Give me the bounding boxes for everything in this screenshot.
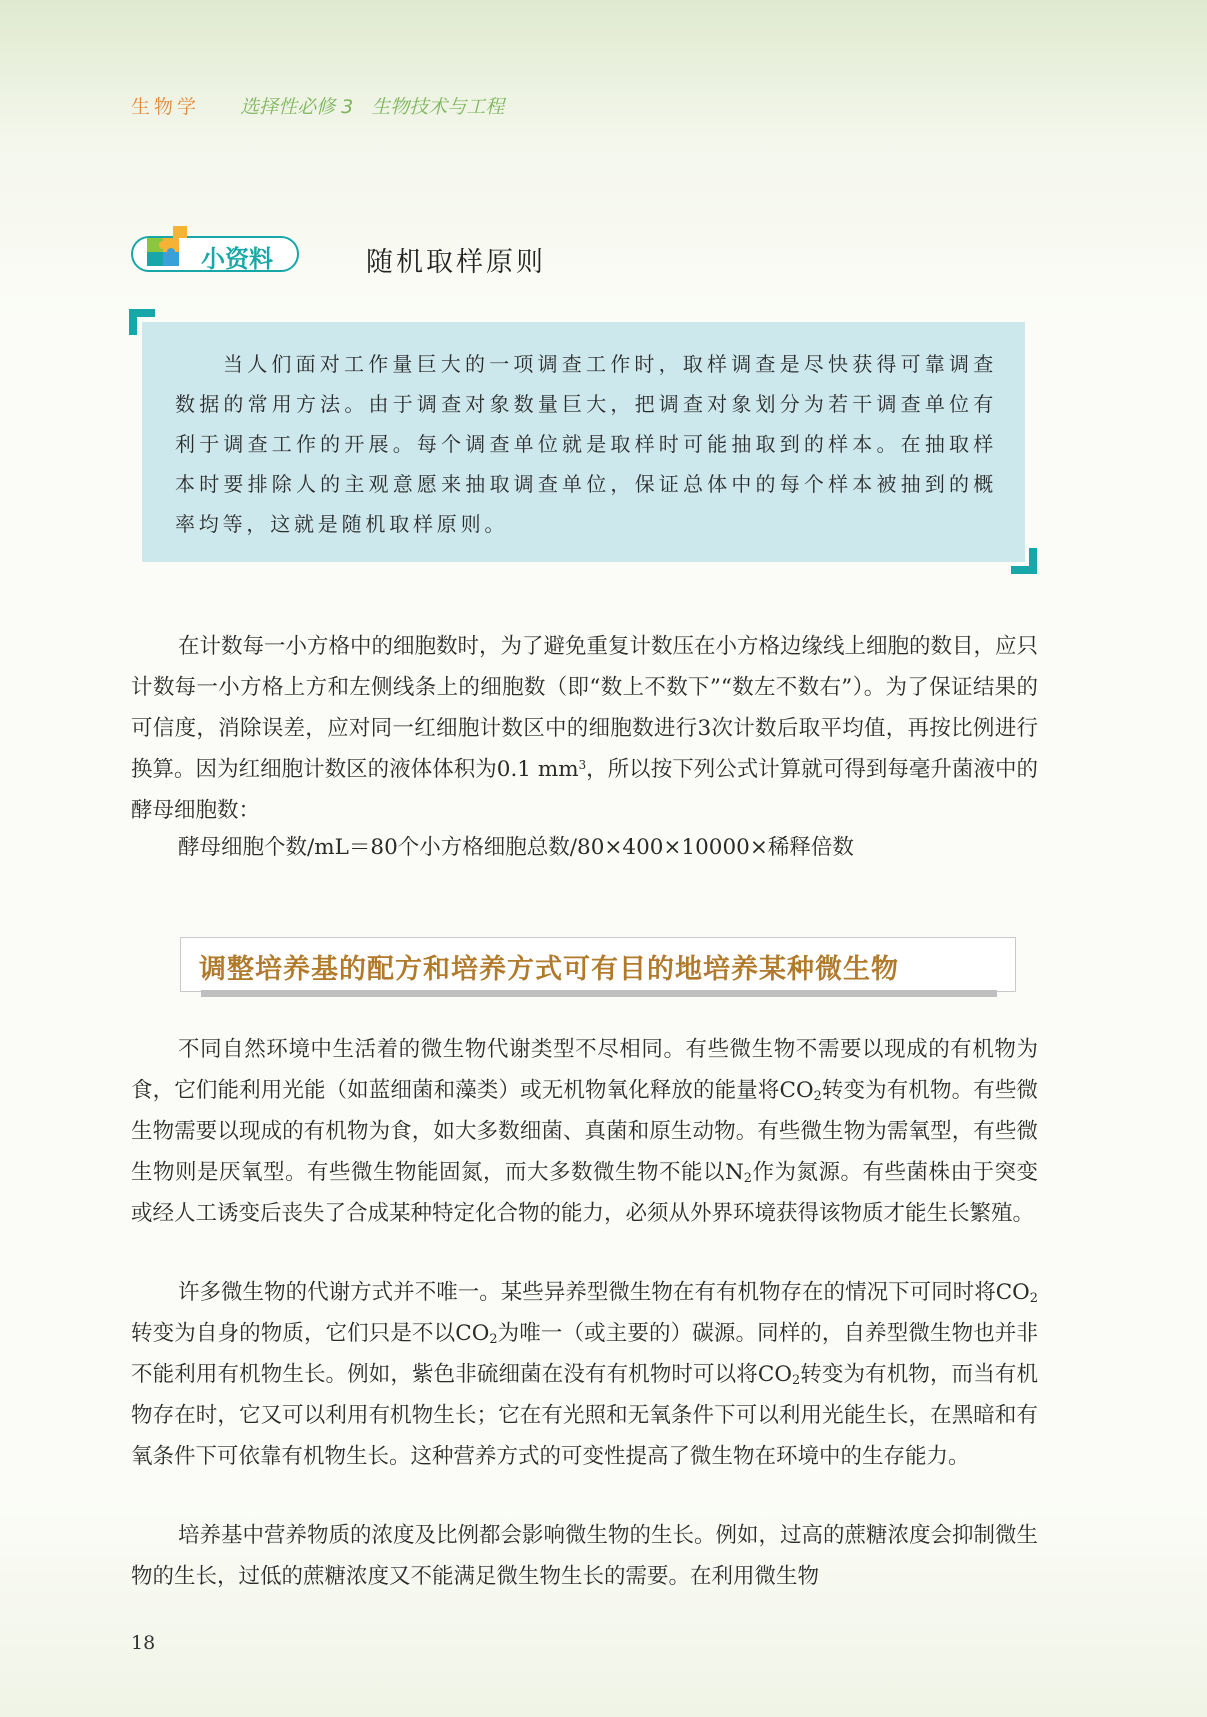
puzzle-icon xyxy=(143,224,199,274)
formula-yeast-count: 酵母细胞个数/mL＝80个小方格细胞总数/80×400×10000×稀释倍数 xyxy=(178,835,854,860)
paragraph-counting-text-2: ，所以按下列公式计算就可得到每毫升菌液中的酵母细胞数： xyxy=(131,757,1038,823)
header-book-volume: 选择性必修 3 xyxy=(240,96,354,118)
subscript: 2 xyxy=(1029,1291,1038,1307)
info-badge-label: 小资料 xyxy=(201,245,273,273)
subscript: 2 xyxy=(791,1373,801,1389)
subscript: 2 xyxy=(743,1171,752,1187)
info-box-title: 随机取样原则 xyxy=(366,247,546,278)
running-header xyxy=(131,92,504,119)
paragraph-text: 不同自然环境中生活着的微生物代谢类型不尽相同。有些微生物不需要以现成的有机物为食，它们能利用光能（如蓝细菌和藻类）或无机物氧化释放的能量将CO xyxy=(131,1037,1038,1103)
info-box xyxy=(142,322,1025,562)
paragraph-text: 许多微生物的代谢方式并不唯一。某些异养型微生物在有有机物存在的情况下可同时将CO xyxy=(178,1280,1030,1305)
paragraph-text: 为唯一（或主要的）碳源。同样的，自养型微生物也并非不能利用有机物生长。例如，紫色非硫细菌在没有有机物时可以将CO xyxy=(131,1321,1038,1387)
paragraph-text: 作为氮源。有些菌株由于突变或经人工诱变后丧失了合成某种特定化合物的能力，必须从外界环境获得该物质才能生长繁殖。 xyxy=(131,1160,1038,1226)
page-number: 18 xyxy=(131,1632,156,1654)
paragraph-counting xyxy=(131,626,1038,831)
info-badge xyxy=(131,232,301,276)
paragraph-text: 转变为有机物，而当有机物存在时，它又可以利用有机物生长；它在有光照和无氧条件下可以利用光能生长，在黑暗和有氧条件下可依靠有机物生长。这种营养方式的可变性提高了微生物在环境中的生存能力。 xyxy=(131,1362,1038,1469)
paragraph-nutrient-concentration: 培养基中营养物质的浓度及比例都会影响微生物的生长。例如，过高的蔗糖浓度会抑制微生物的生长，过低的蔗糖浓度又不能满足微生物生长的需要。在利用微生物 xyxy=(131,1523,1039,1589)
section-heading-shadow xyxy=(201,990,997,997)
info-box-corner-bottom-right xyxy=(1011,548,1037,574)
paragraph-text: 转变为自身的物质，它们只是不以CO xyxy=(131,1321,490,1346)
paragraph-metabolism-variability xyxy=(131,1272,1038,1477)
section-heading-box xyxy=(180,937,1016,992)
header-book xyxy=(240,96,504,118)
header-book-title: 生物技术与工程 xyxy=(371,96,505,118)
subscript: 2 xyxy=(489,1332,498,1348)
paragraph-text: 转变为有机物。有些微生物需要以现成的有机物为食，如大多数细菌、真菌和原生动物。有些微生物为需氧型，有些微生物则是厌氧型。有些微生物能固氮，而大多数微生物不能以N xyxy=(131,1078,1038,1185)
subscript: 2 xyxy=(813,1089,822,1105)
header-subject: 生物学 xyxy=(131,96,201,118)
section-heading: 调整培养基的配方和培养方式可有目的地培养某种微生物 xyxy=(199,954,899,985)
paragraph-metabolism-types xyxy=(131,1029,1038,1234)
info-box-text: 当人们面对工作量巨大的一项调查工作时，取样调查是尽快获得可靠调查数据的常用方法。由于调查对象数量巨大，把调查对象划分为若干调查单位有利于调查工作的开展。每个调查单位就是取样时可能抽取到的样本。在抽取样本时要排除人的主观意愿来抽取调查单位，保证总体中的每个样本被抽到的概率均等，这就是随机取样原则。 xyxy=(175,352,997,536)
paragraph-counting-text-1: 在计数每一小方格中的细胞数时，为了避免重复计数压在小方格边缘线上细胞的数目，应只计数每一小方格上方和左侧线条上的细胞数（即“数上不数下”“数左不数右”）。为了保证结果的可信度，消除误差，应对同一红细胞计数区中的细胞数进行3次计数后取平均值，再按比例进行换算。因为红细胞计数区的液体体积为0.1 mm xyxy=(131,634,1039,782)
superscript-3: 3 xyxy=(578,757,587,772)
